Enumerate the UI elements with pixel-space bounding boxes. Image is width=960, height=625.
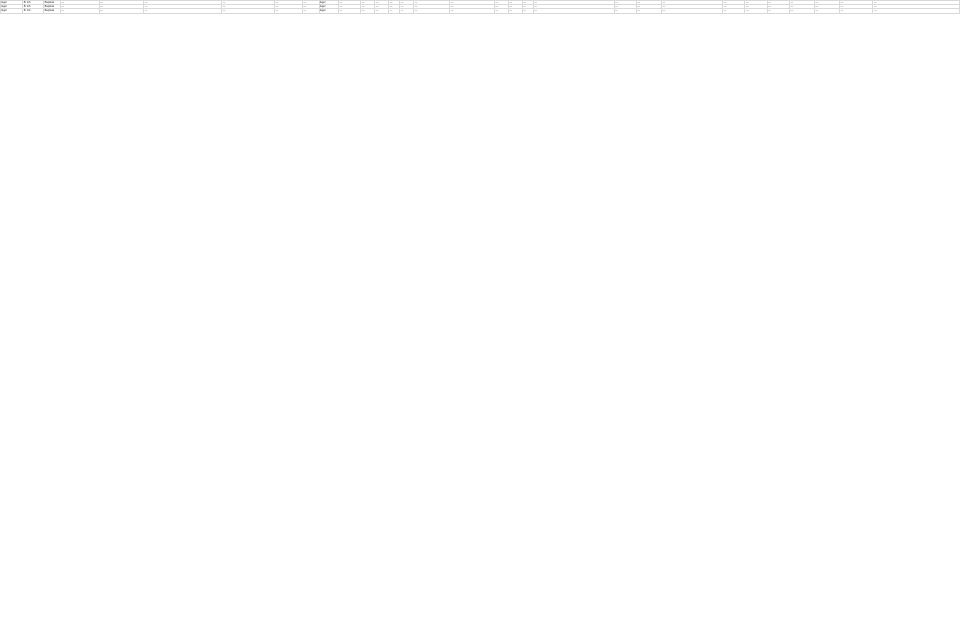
table-cell: — xyxy=(144,5,222,9)
table-cell: — xyxy=(275,1,303,5)
table-cell: — xyxy=(339,9,361,13)
table-cell: — xyxy=(508,1,522,5)
table-cell: — xyxy=(389,9,400,13)
table-cell: — xyxy=(144,1,222,5)
table-cell: Eger xyxy=(1,5,23,9)
table-cell: — xyxy=(450,1,495,5)
table-cell: B. 1/b xyxy=(23,5,44,9)
table-cell: — xyxy=(302,5,319,9)
table-cell: — xyxy=(661,5,722,9)
table-cell: — xyxy=(222,5,275,9)
table-cell: — xyxy=(60,9,99,13)
table-cell: — xyxy=(60,1,99,5)
table-cell: — xyxy=(767,9,789,13)
table-cell: — xyxy=(789,1,814,5)
table-cell: — xyxy=(522,1,533,5)
table-cell: — xyxy=(508,9,522,13)
table-cell: B. 1/b xyxy=(23,1,44,5)
table-cell: Eger xyxy=(319,9,338,13)
table-cell: — xyxy=(767,1,789,5)
table-cell: — xyxy=(361,5,375,9)
table-cell: Baptista xyxy=(44,9,61,13)
table-cell: — xyxy=(375,9,389,13)
table-cell: — xyxy=(400,9,414,13)
table-cell: — xyxy=(533,9,614,13)
table-cell: — xyxy=(533,5,614,9)
table-cell: — xyxy=(815,1,840,5)
table-cell: — xyxy=(99,5,144,9)
table-cell: — xyxy=(723,1,745,5)
table-cell: — xyxy=(339,1,361,5)
table-cell: — xyxy=(873,9,960,13)
table-cell: — xyxy=(222,1,275,5)
table-cell: — xyxy=(840,9,873,13)
table-cell: — xyxy=(375,1,389,5)
table-cell: — xyxy=(614,5,636,9)
table-cell: — xyxy=(494,1,508,5)
table-cell: — xyxy=(375,5,389,9)
table-cell: — xyxy=(636,5,661,9)
table-cell: — xyxy=(450,5,495,9)
table-cell: — xyxy=(144,9,222,13)
table-cell: — xyxy=(840,5,873,9)
table-cell: Eger xyxy=(1,1,23,5)
table-cell: — xyxy=(723,9,745,13)
table-cell: — xyxy=(302,9,319,13)
table-cell: Eger xyxy=(319,5,338,9)
table-cell: — xyxy=(661,1,722,5)
table-cell: — xyxy=(99,9,144,13)
table-cell: — xyxy=(389,1,400,5)
table-cell: — xyxy=(99,1,144,5)
table-cell: — xyxy=(494,5,508,9)
table-cell: — xyxy=(361,9,375,13)
table-cell: — xyxy=(745,5,767,9)
table-cell: — xyxy=(533,1,614,5)
table-cell: — xyxy=(339,5,361,9)
table-cell: — xyxy=(789,5,814,9)
table-cell: — xyxy=(522,9,533,13)
table-cell: — xyxy=(636,1,661,5)
table-cell: B. 1/b xyxy=(23,9,44,13)
table-cell: — xyxy=(661,9,722,13)
table-cell: — xyxy=(789,9,814,13)
table-cell: — xyxy=(302,1,319,5)
table-cell: — xyxy=(815,5,840,9)
table-cell: — xyxy=(873,5,960,9)
table-cell: — xyxy=(60,5,99,9)
table-cell: — xyxy=(400,5,414,9)
table-cell: — xyxy=(414,9,450,13)
table-cell: — xyxy=(275,5,303,9)
table-body xyxy=(1,1,960,14)
table-cell: Baptista xyxy=(44,1,61,5)
table-cell: — xyxy=(508,5,522,9)
table-cell: — xyxy=(522,5,533,9)
table-cell: Eger xyxy=(319,1,338,5)
table-cell: — xyxy=(275,9,303,13)
table-cell: — xyxy=(222,9,275,13)
table-cell: — xyxy=(450,9,495,13)
table-cell: — xyxy=(745,9,767,13)
table-cell: — xyxy=(767,5,789,9)
table-cell: — xyxy=(636,9,661,13)
table-cell: — xyxy=(815,9,840,13)
table-cell: — xyxy=(873,1,960,5)
table-cell: — xyxy=(361,1,375,5)
table-cell: — xyxy=(414,1,450,5)
table-cell: — xyxy=(494,9,508,13)
table-cell: — xyxy=(414,5,450,9)
table-cell: — xyxy=(389,5,400,9)
table-cell: — xyxy=(723,5,745,9)
table-cell: — xyxy=(614,9,636,13)
table-cell: Baptista xyxy=(44,5,61,9)
data-table xyxy=(0,0,960,14)
table-row xyxy=(1,9,960,13)
table-cell: — xyxy=(400,1,414,5)
table-cell: — xyxy=(840,1,873,5)
table-cell: Eger xyxy=(1,9,23,13)
table-cell: — xyxy=(614,1,636,5)
table-cell: — xyxy=(745,1,767,5)
